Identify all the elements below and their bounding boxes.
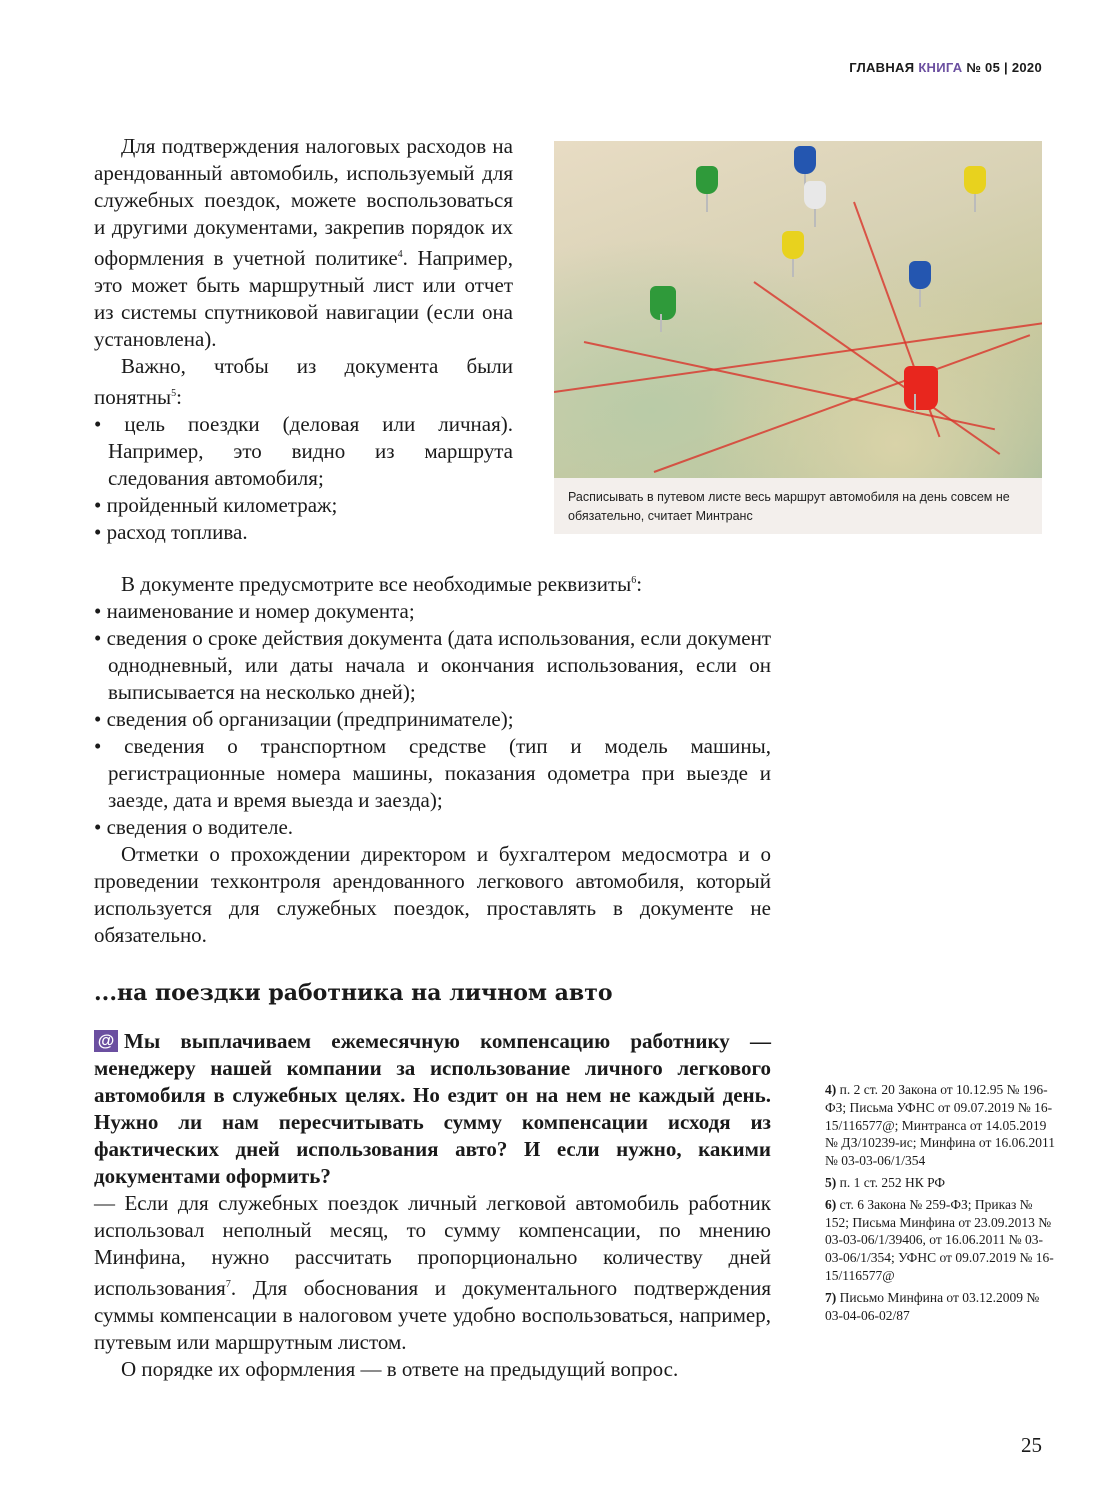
text: — Если для служебных поездок личный легковой автомобиль работник использовал неполный месяц, то сумму компенсации, по мнению Минфина, нужно рассчитать пропорционально количеству дней использования bbox=[94, 1191, 771, 1300]
footnote-ref: 6 bbox=[631, 575, 637, 586]
text: Важно, чтобы из документа были понятны bbox=[94, 354, 513, 409]
list-item: • пройденный километраж; bbox=[94, 492, 513, 519]
list-item: • сведения о водителе. bbox=[94, 814, 771, 841]
text: Для подтверждения налоговых расходов на арендованный автомобиль, используемый для служебных поездок, можете воспользоваться и другими документами, закрепив порядок их оформления в учетной политике bbox=[94, 134, 513, 270]
footnote-text: п. 2 ст. 20 Закона от 10.12.95 № 196-ФЗ; Письма УФНС от 09.07.2019 № 16-15/116577@; Минтранса от 14.05.2019 № ДЗ/10239-ис; Минфина от 16.06.2011 № 03-03-06/1/354 bbox=[825, 1082, 1056, 1169]
paragraph: Отметки о прохождении директором и бухгалтером медосмотра и о проведении техконтроля арендованного легкового автомобиля, который используется для служебных поездок, проставлять в документе не обязательно. bbox=[94, 842, 771, 947]
footnote bbox=[825, 1196, 1055, 1285]
white-pin-icon bbox=[804, 181, 826, 209]
list-item: • расход топлива. bbox=[94, 519, 513, 546]
list-item: • сведения об организации (предпринимателе); bbox=[94, 706, 771, 733]
intro-column bbox=[94, 133, 513, 546]
paragraph bbox=[94, 133, 513, 353]
list-item: • сведения о сроке действия документа (дата использования, если документ однодневный, или даты начала и окончания использования, если он выписывается на несколько дней); bbox=[94, 625, 771, 706]
footnote-text: п. 1 ст. 252 НК РФ bbox=[839, 1174, 946, 1190]
green-pin-icon bbox=[696, 166, 718, 194]
paragraph: Важно, чтобы из документа были понятны$^5$: bbox=[94, 354, 513, 409]
map-photo bbox=[554, 141, 1042, 478]
footnote-number: 7) bbox=[825, 1289, 837, 1305]
list-item: • наименование и номер документа; bbox=[94, 598, 771, 625]
green-pin-icon bbox=[650, 286, 676, 320]
email-at-icon: @ bbox=[94, 1030, 118, 1052]
yellow-pin-icon bbox=[782, 231, 804, 259]
section-heading: ...на поездки работника на личном авто bbox=[94, 980, 613, 1006]
question bbox=[94, 1028, 771, 1190]
magazine-header bbox=[849, 60, 1042, 75]
requirements-column bbox=[94, 567, 771, 949]
page-number: 25 bbox=[1021, 1433, 1042, 1457]
footnote-number: 6) bbox=[825, 1196, 837, 1212]
yellow-pin-icon bbox=[964, 166, 986, 194]
footnote bbox=[825, 1289, 1055, 1325]
answer bbox=[94, 1190, 771, 1356]
list-item: • цель поездки (деловая или личная). Например, это видно из маршрута следования автомобиля; bbox=[94, 411, 513, 492]
text: . Для обоснования и документального подтверждения суммы компенсации в налоговом учете удобно воспользоваться, например, путевым или маршрутным листом. bbox=[94, 1276, 771, 1354]
footnote-number: 5) bbox=[825, 1174, 837, 1190]
footnote-ref: 5 bbox=[171, 388, 177, 399]
header-title-accent: КНИГА bbox=[918, 60, 963, 75]
footnote-ref: 7 bbox=[225, 1279, 231, 1290]
paragraph: В документе предусмотрите все необходимые реквизиты$^6$: bbox=[121, 572, 643, 596]
red-pin-icon bbox=[904, 366, 938, 410]
footnote-number: 4) bbox=[825, 1082, 837, 1097]
header-title: ГЛАВНАЯ bbox=[849, 60, 915, 75]
text: В документе предусмотрите все необходимые реквизиты bbox=[121, 572, 632, 596]
qa-block bbox=[94, 1028, 771, 1383]
footnote bbox=[825, 1081, 1055, 1170]
figure-caption: Расписывать в путевом листе весь маршрут автомобиля на день совсем не обязательно, считает Минтранс bbox=[568, 490, 1010, 523]
blue-pin-icon bbox=[794, 146, 816, 174]
footnote-text: ст. 6 Закона № 259-ФЗ; Приказ № 152; Письма Минфина от 23.09.2013 № 03-03-06/1/39406, от 16.06.2011 № 03-03-06/1/354; УФНС от 09.07.2019 № 16-15/116577@ bbox=[825, 1196, 1054, 1283]
question-text: Мы выплачиваем ежемесячную компенсацию работнику — менеджеру нашей компании за использование личного легкового автомобиля в служебных целях. Но ездит он на нем не каждый день. Нужно ли нам пересчитывать сумму компенсации исходя из фактических дней использования авто? И если нужно, какими документами оформить? bbox=[94, 1029, 771, 1188]
header-issue: № 05 | 2020 bbox=[966, 60, 1042, 75]
footnote-text: Письмо Минфина от 03.12.2009 № 03-04-06-02/87 bbox=[825, 1289, 1040, 1323]
footnotes bbox=[825, 1081, 1055, 1328]
text: . Например, это может быть маршрутный лист или отчет из системы спутниковой навигации (если она установлена). bbox=[94, 246, 514, 351]
answer-paragraph: О порядке их оформления — в ответе на предыдущий вопрос. bbox=[121, 1357, 679, 1381]
blue-pin-icon bbox=[909, 261, 931, 289]
footnote-ref: 4 bbox=[397, 249, 403, 260]
footnote bbox=[825, 1174, 1055, 1192]
list-item: • сведения о транспортном средстве (тип и модель машины, регистрационные номера машины, показания одометра при выезде и заезде, дата и время выезда и заезда); bbox=[94, 733, 771, 814]
figure bbox=[554, 141, 1042, 534]
